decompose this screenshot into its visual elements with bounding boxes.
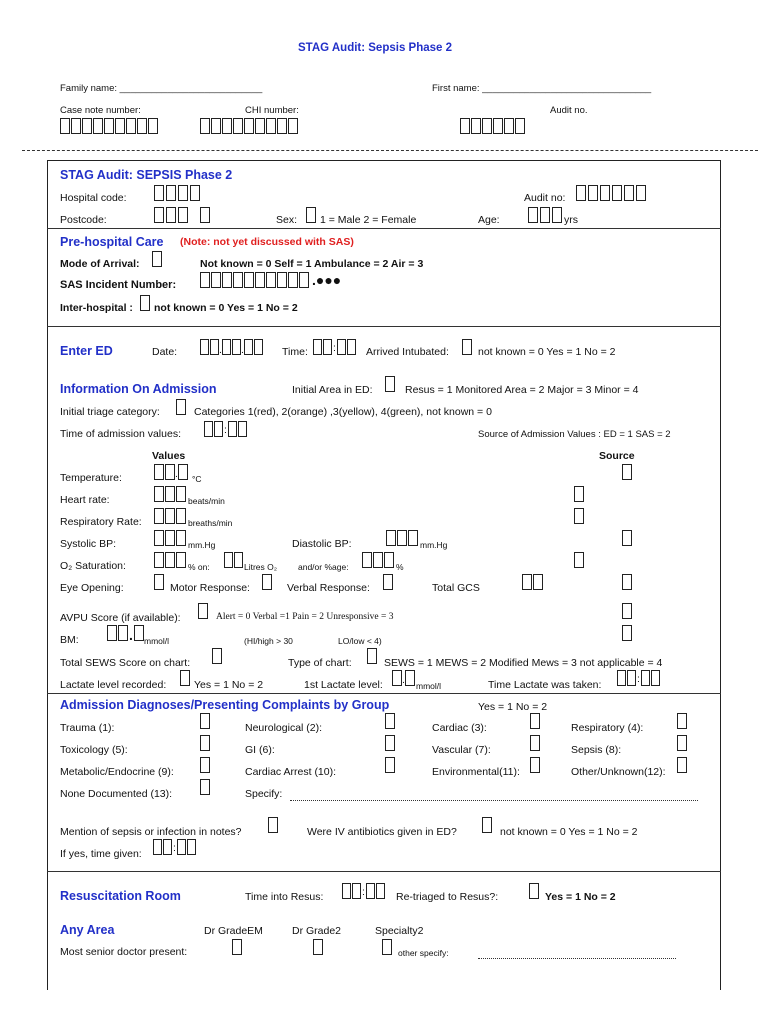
audit-no-label-2: Audit no: — [524, 192, 566, 204]
inter-box[interactable] — [140, 295, 150, 311]
diagnoses-yn: Yes = 1 No = 2 — [478, 701, 548, 713]
o2-source-box[interactable] — [574, 552, 584, 568]
diastolic-unit: mm.Hg — [420, 540, 448, 550]
initial-area-box[interactable] — [385, 376, 395, 392]
chart-type-box[interactable] — [367, 648, 377, 664]
lactate-unit: mmol/l — [416, 681, 442, 691]
diag-cardiac: Cardiac (3): — [432, 722, 487, 734]
date-label: Date: — [152, 346, 178, 358]
diagnoses-heading: Admission Diagnoses/Presenting Complaints by Group — [60, 698, 390, 712]
verbal-box[interactable] — [383, 574, 393, 590]
bm-label: BM: — [60, 634, 79, 646]
other-specify-label: other specify: — [398, 948, 449, 958]
diag-environmental-box[interactable] — [530, 757, 540, 773]
yrs-label: yrs — [564, 214, 578, 226]
admission-heading: Information On Admission — [60, 382, 217, 396]
values-head: Values — [152, 450, 186, 462]
breaths-unit: breaths/min — [188, 518, 233, 528]
mode-label: Mode of Arrival: — [60, 258, 140, 270]
heart-rate-source-box[interactable] — [574, 486, 584, 502]
grade2-box[interactable] — [313, 939, 323, 955]
diag-resp: Respiratory (4): — [571, 722, 644, 734]
age-label: Age: — [478, 214, 500, 226]
systolic-label: Systolic BP: — [60, 538, 117, 550]
diag-metabolic: Metabolic/Endocrine (9): — [60, 766, 174, 778]
specialty2-box[interactable] — [382, 939, 392, 955]
mode-box[interactable] — [152, 251, 162, 267]
pct-unit: % — [396, 562, 404, 572]
bm-lo: LO/low < 4) — [338, 636, 382, 646]
diag-tox: Toxicology (5): — [60, 744, 128, 756]
prehospital-note: (Note: not yet discussed with SAS) — [180, 236, 354, 248]
diag-cardiac-box[interactable] — [530, 713, 540, 729]
resus-heading: Resuscitation Room — [60, 889, 181, 903]
inter-options: not known = 0 Yes = 1 No = 2 — [154, 302, 298, 314]
time-label: Time: — [282, 346, 308, 358]
triage-box[interactable] — [176, 399, 186, 415]
source-values-label: Source of Admission Values : ED = 1 SAS = 2 — [478, 429, 671, 440]
divider — [47, 228, 721, 229]
time-values-label: Time of admission values: — [60, 428, 181, 440]
senior-doctor-label: Most senior doctor present: — [60, 946, 188, 958]
avpu-options: Alert = 0 Verbal =1 Pain = 2 Unresponsive = 3 — [216, 612, 394, 622]
resp-rate-source-box[interactable] — [574, 508, 584, 524]
diag-gi-box[interactable] — [385, 735, 395, 751]
case-note-label: Case note number: — [60, 105, 141, 116]
intubated-label: Arrived Intubated: — [366, 346, 449, 358]
avpu-label: AVPU Score (if available): — [60, 612, 181, 624]
retriaged-yn: Yes = 1 No = 2 — [545, 891, 616, 903]
diag-sepsis-box[interactable] — [677, 735, 687, 751]
any-area-heading: Any Area — [60, 923, 115, 937]
audit-no-label: Audit no. — [550, 105, 588, 116]
grade-em-label: Dr GradeEM — [204, 925, 263, 937]
avpu-box[interactable] — [198, 603, 208, 619]
diag-arrest-box[interactable] — [385, 757, 395, 773]
gcs-label: Total GCS — [432, 582, 480, 594]
chart-type-label: Type of chart: — [288, 657, 352, 669]
sas-suffix-dots: .●●● — [312, 272, 342, 288]
iv-label: Were IV antibiotics given in ED? — [307, 826, 457, 838]
mention-sepsis-box[interactable] — [268, 817, 278, 833]
family-name-label: Family name: ___________________________ — [60, 83, 263, 94]
intubated-box[interactable] — [462, 339, 472, 355]
diag-tox-box[interactable] — [200, 735, 210, 751]
temperature-label: Temperature: — [60, 472, 122, 484]
specify-label: Specify: — [245, 788, 283, 800]
litres-unit: Litres O₂ — [244, 562, 278, 572]
bm-unit: mmol/l — [144, 636, 170, 646]
initial-area-label: Initial Area in ED: — [292, 384, 373, 396]
divider — [47, 871, 721, 872]
prehospital-heading: Pre-hospital Care — [60, 235, 164, 249]
chi-label: CHI number: — [245, 105, 299, 116]
initial-area-options: Resus = 1 Monitored Area = 2 Major = 3 Minor = 4 — [405, 384, 639, 396]
diastolic-label: Diastolic BP: — [292, 538, 352, 550]
divider — [47, 693, 721, 694]
divider — [47, 326, 721, 327]
other-specify-line[interactable] — [478, 958, 676, 959]
intubated-options: not known = 0 Yes = 1 No = 2 — [478, 346, 616, 358]
iv-options: not known = 0 Yes = 1 No = 2 — [500, 826, 638, 838]
diag-arrest: Cardiac Arrest (10): — [245, 766, 337, 778]
triage-label: Initial triage category: — [60, 406, 160, 418]
mode-options: Not known = 0 Self = 1 Ambulance = 2 Air = 3 — [200, 258, 424, 270]
systolic-unit: mm.Hg — [188, 540, 216, 550]
heart-rate-label: Heart rate: — [60, 494, 110, 506]
lactate-yn: Yes = 1 No = 2 — [194, 679, 264, 691]
sas-label: SAS Incident Number: — [60, 279, 177, 291]
bp-source-box[interactable] — [622, 530, 632, 546]
diag-vascular: Vascular (7): — [432, 744, 491, 756]
verbal-label: Verbal Response: — [287, 582, 370, 594]
sews-box[interactable] — [212, 648, 222, 664]
beats-unit: beats/min — [188, 496, 225, 506]
bm-hi: (HI/high > 30 — [244, 636, 293, 646]
first-name-label: First name: ________________________________ — [432, 83, 652, 94]
section-heading: STAG Audit: SEPSIS Phase 2 — [60, 168, 233, 182]
diag-other-box[interactable] — [677, 757, 687, 773]
eye-label: Eye Opening: — [60, 582, 124, 594]
o2-label: O₂ Saturation: — [60, 560, 126, 572]
sex-label: Sex: — [276, 214, 298, 226]
grade-em-box[interactable] — [232, 939, 242, 955]
sex-options: 1 = Male 2 = Female — [320, 214, 417, 226]
lactate-recorded-box[interactable] — [180, 670, 190, 686]
diag-vascular-box[interactable] — [530, 735, 540, 751]
resp-rate-label: Respiratory Rate: — [60, 516, 142, 528]
postcode-label: Postcode: — [60, 214, 107, 226]
inter-label: Inter-hospital : — [60, 302, 133, 314]
first-lactate-label: 1st Lactate level: — [304, 679, 383, 691]
celsius-unit: °C — [192, 474, 202, 484]
mention-sepsis-label: Mention of sepsis or infection in notes? — [60, 826, 242, 838]
grade2-label: Dr Grade2 — [292, 925, 342, 937]
triage-options: Categories 1(red), 2(orange) ,3(yellow), 4(green), not known = 0 — [194, 406, 492, 418]
chart-type-options: SEWS = 1 MEWS = 2 Modified Mews = 3 not applicable = 4 — [384, 657, 663, 669]
diag-metabolic-box[interactable] — [200, 757, 210, 773]
retriaged-box[interactable] — [529, 883, 539, 899]
temperature-source-box[interactable] — [622, 464, 632, 480]
diag-trauma: Trauma (1): — [60, 722, 115, 734]
page-title: STAG Audit: Sepsis Phase 2 — [298, 42, 453, 54]
avpu-source-box[interactable] — [622, 603, 632, 619]
source-head: Source — [599, 450, 635, 462]
eye-box[interactable] — [154, 574, 164, 590]
diag-none: None Documented (13): — [60, 788, 173, 800]
lactate-time-label: Time Lactate was taken: — [488, 679, 602, 691]
diag-resp-box[interactable] — [677, 713, 687, 729]
specialty2-label: Specialty2 — [375, 925, 424, 937]
diag-trauma-box[interactable] — [200, 713, 210, 729]
pct-on-label: % on: — [188, 562, 210, 572]
hospital-code-label: Hospital code: — [60, 192, 127, 204]
time-into-resus-label: Time into Resus: — [245, 891, 324, 903]
retriaged-label: Re-triaged to Resus?: — [396, 891, 499, 903]
diag-none-box[interactable] — [200, 779, 210, 795]
lactate-recorded-label: Lactate level recorded: — [60, 679, 167, 691]
time-given-label: If yes, time given: — [60, 848, 142, 860]
specify-line[interactable] — [290, 800, 698, 801]
diag-environmental: Environmental(11): — [432, 766, 520, 778]
diag-neuro-box[interactable] — [385, 713, 395, 729]
enter-ed-heading: Enter ED — [60, 344, 113, 358]
motor-box[interactable] — [262, 574, 272, 590]
motor-label: Motor Response: — [170, 582, 250, 594]
cut-line — [22, 150, 758, 151]
sews-label: Total SEWS Score on chart: — [60, 657, 191, 669]
diag-gi: GI (6): — [245, 744, 275, 756]
gcs-source-box[interactable] — [622, 574, 632, 590]
diag-sepsis: Sepsis (8): — [571, 744, 622, 756]
iv-box[interactable] — [482, 817, 492, 833]
diag-other: Other/Unknown(12): — [571, 766, 666, 778]
bm-source-box[interactable] — [622, 625, 632, 641]
diag-neuro: Neurological (2): — [245, 722, 323, 734]
andor-label: and/or %age: — [298, 562, 349, 572]
sex-box[interactable] — [306, 207, 316, 223]
